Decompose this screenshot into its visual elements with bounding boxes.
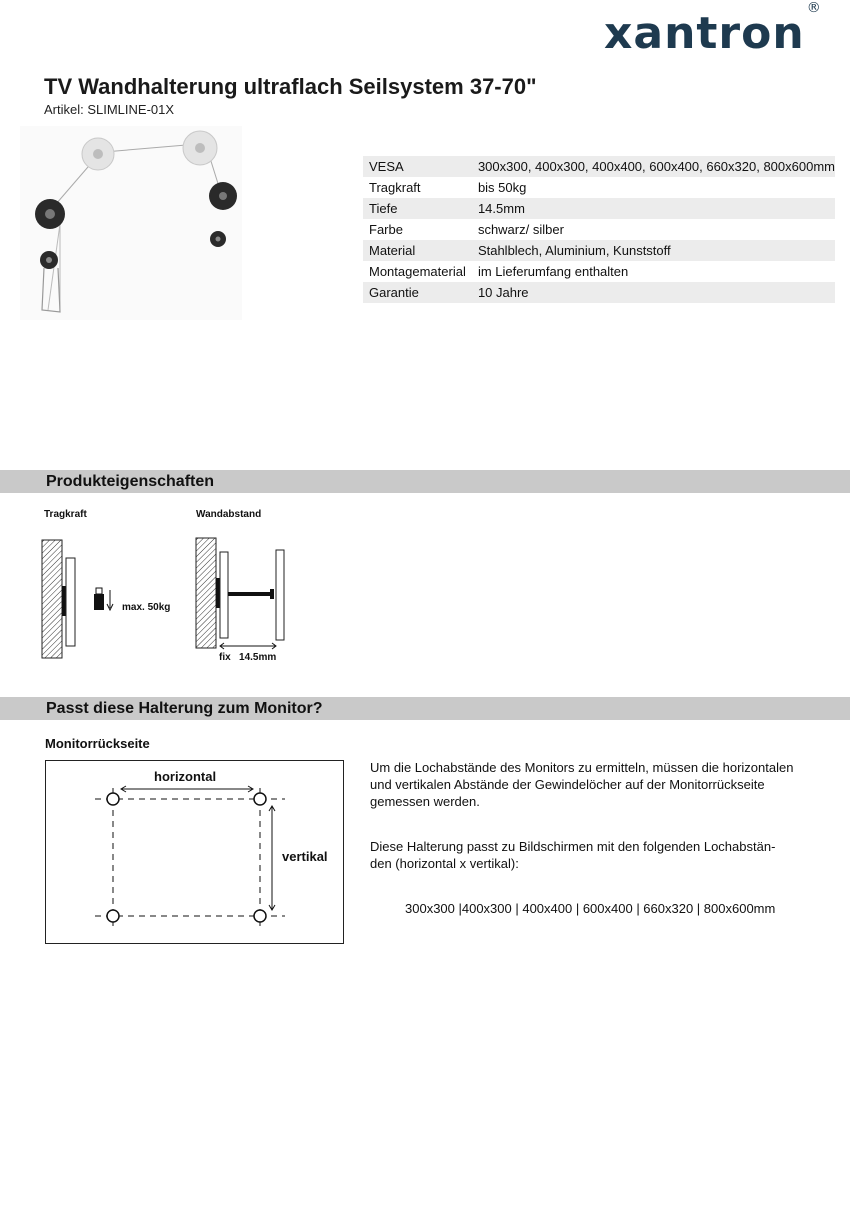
spec-key: Material	[363, 240, 472, 261]
compat-intro: Diese Halterung passt zu Bildschirmen mit den folgenden Lochabstän-den (horizontal x vertikal):	[370, 839, 776, 871]
spec-key: Montagematerial	[369, 264, 466, 279]
spec-value: 300x300, 400x300, 400x400, 600x400, 660x320, 800x600mm	[472, 156, 835, 177]
product-title: TV Wandhalterung ultraflach Seilsystem 37-70"	[44, 74, 537, 99]
horizontal-label: horizontal	[154, 769, 217, 784]
monitor-back-subtitle: Monitorrückseite	[45, 736, 150, 751]
measure-instructions: Um die Lochabstände des Monitors zu ermitteln, müssen die horizontalen und vertikalen Abstände der Gewindelöcher auf der Monitorrückseite gemessen werden.	[370, 760, 794, 809]
spec-value: im Lieferumfang enthalten	[477, 264, 629, 279]
load-label: Tragkraft	[44, 509, 87, 520]
spec-key: Farbe	[369, 222, 403, 237]
spec-row	[363, 219, 835, 240]
brand-logo	[604, 0, 822, 59]
vertical-label: vertikal	[282, 849, 328, 864]
section-title-properties: Produkteigenschaften	[46, 473, 215, 490]
section-title-monitor: Passt diese Halterung zum Monitor?	[46, 700, 323, 717]
spec-row	[363, 177, 835, 198]
spec-value: 14.5mm	[472, 198, 835, 219]
load-diagram	[40, 538, 190, 662]
article-number: Artikel: SLIMLINE-01X	[44, 102, 175, 117]
spec-value: schwarz/ silber	[477, 222, 564, 237]
load-value: max. 50kg	[122, 602, 171, 613]
distance-label: Wandabstand	[196, 509, 262, 520]
spec-row	[363, 198, 835, 219]
spec-row	[363, 240, 835, 261]
spec-key: Tragkraft	[369, 180, 421, 195]
spec-row	[363, 282, 835, 303]
product-image	[20, 126, 242, 320]
registered-mark: ®	[806, 0, 822, 17]
brand-name: xantron	[604, 8, 805, 59]
spec-value: Stahlblech, Aluminium, Kunststoff	[472, 240, 835, 261]
spec-row	[363, 261, 835, 282]
distance-diagram	[194, 536, 294, 656]
spec-key: Garantie	[363, 282, 472, 303]
distance-value: fix 14.5mm	[219, 652, 277, 663]
vesa-compat-list: 300x300 |400x300 | 400x400 | 600x400 | 660x320 | 800x600mm	[405, 901, 776, 916]
spec-key: Tiefe	[363, 198, 472, 219]
specs-table	[363, 156, 835, 303]
spec-value: 10 Jahre	[472, 282, 835, 303]
spec-row	[363, 156, 835, 177]
spec-key: VESA	[363, 156, 472, 177]
spec-value: bis 50kg	[477, 180, 527, 195]
